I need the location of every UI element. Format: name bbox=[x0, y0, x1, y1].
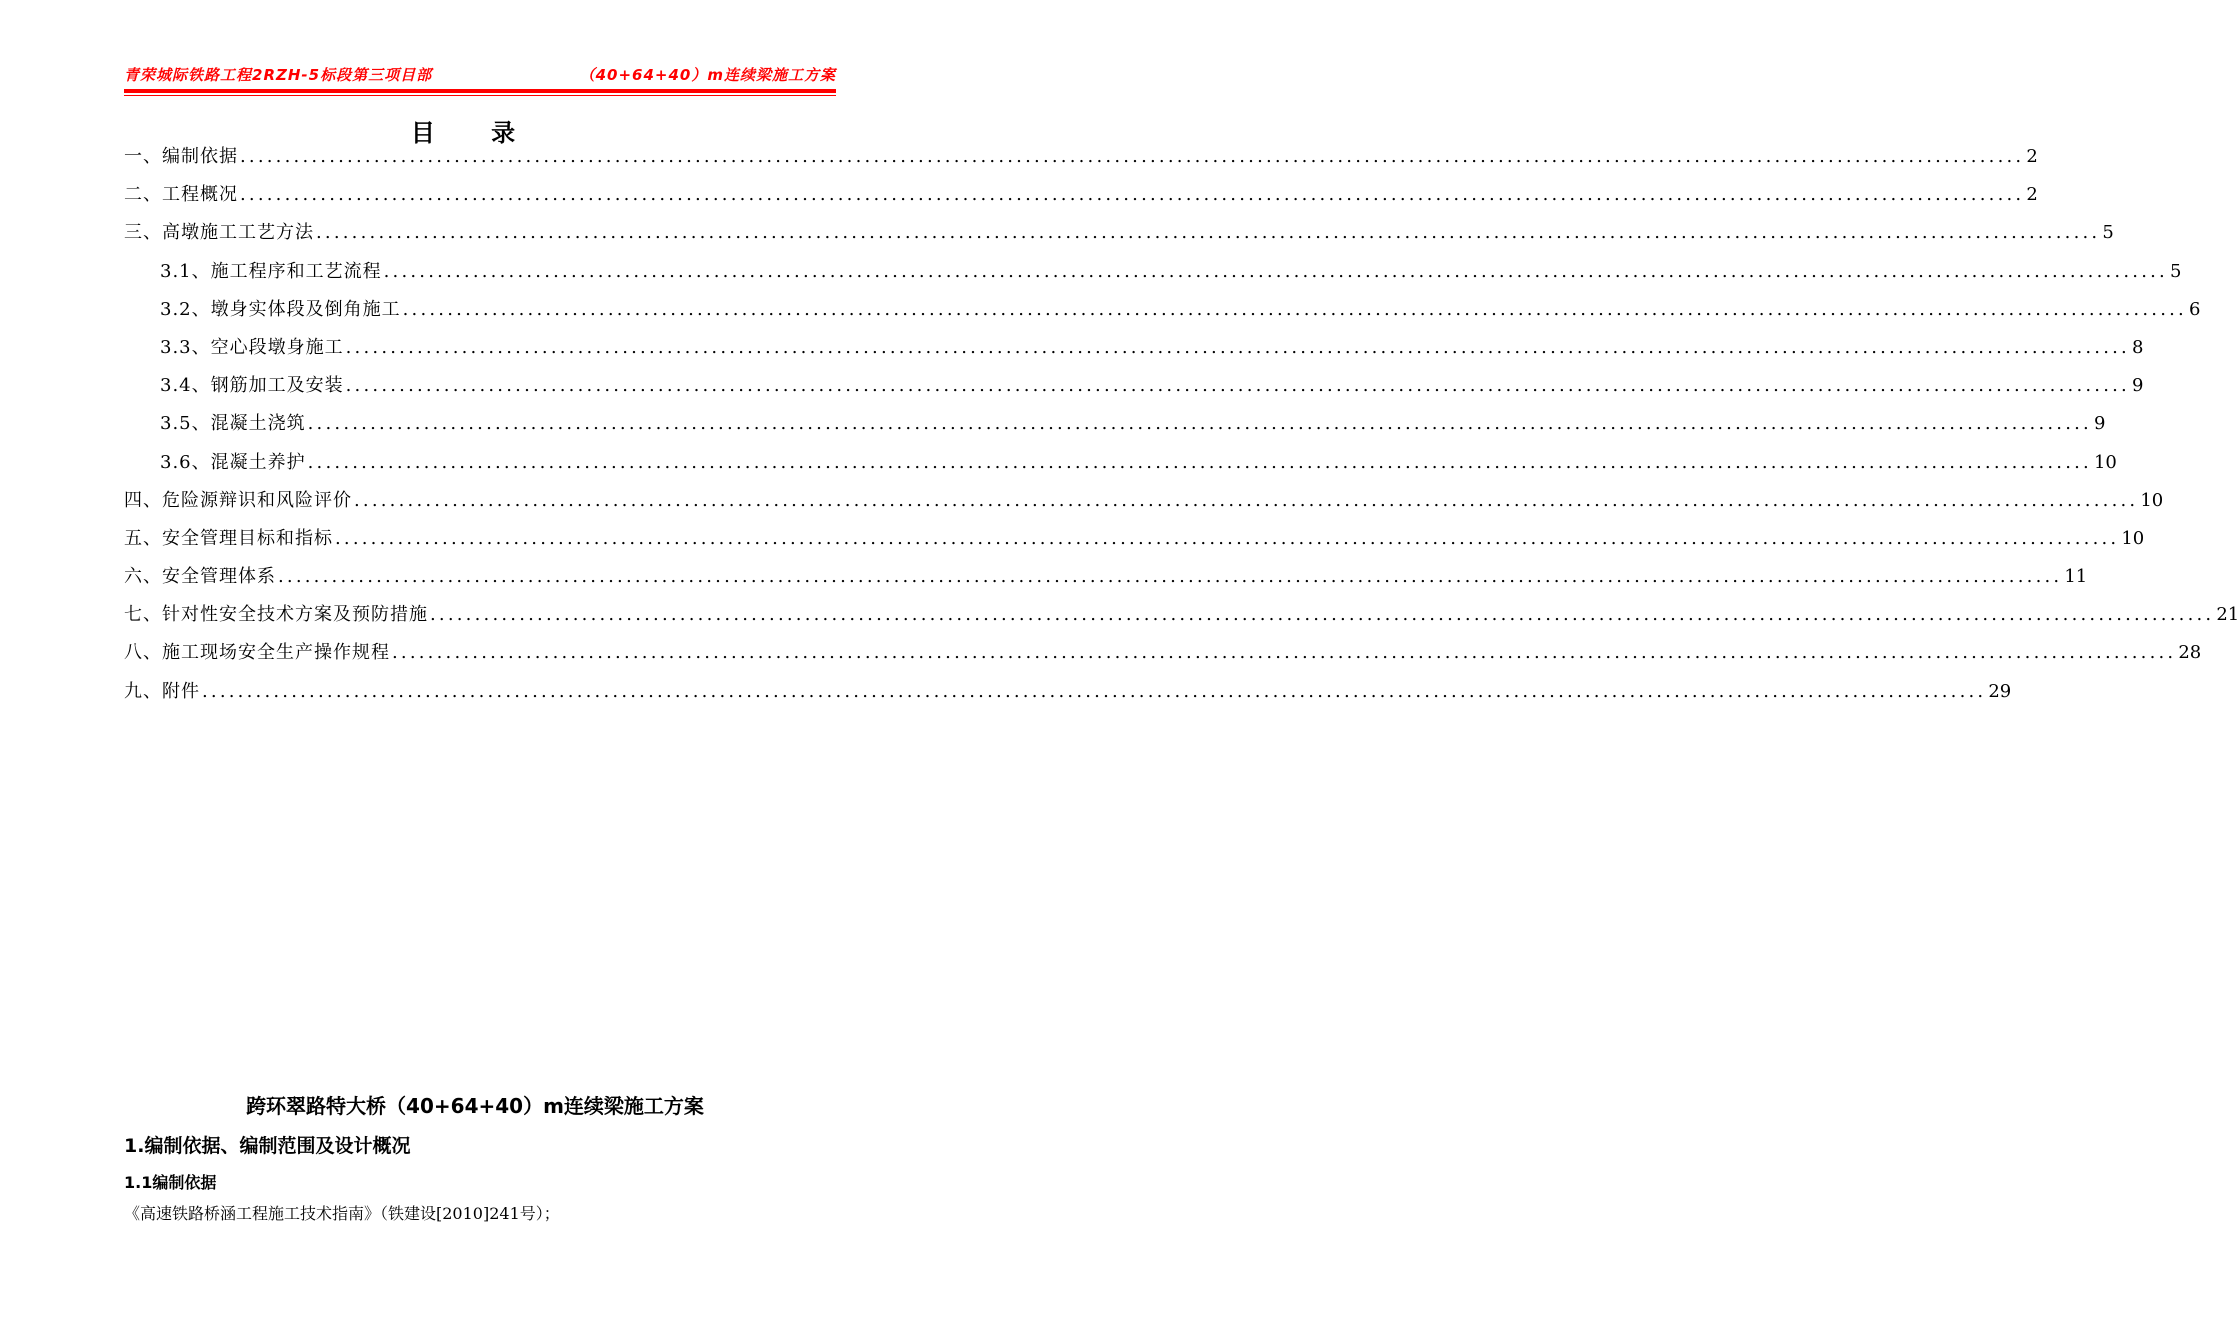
toc-entry-page: 10 bbox=[2093, 451, 2117, 473]
toc-entry-page: 10 bbox=[2121, 527, 2145, 549]
toc-entry[interactable] bbox=[124, 637, 2202, 675]
toc-leader-dots: ........................................................................................................................................................................................................ bbox=[202, 680, 1987, 702]
toc-entry-page: 9 bbox=[2131, 375, 2144, 397]
toc-entry[interactable] bbox=[124, 408, 2106, 446]
toc-entry-label: 3.6、混凝土养护 bbox=[160, 451, 306, 473]
toc-entry-label: 3.5、混凝土浇筑 bbox=[160, 413, 306, 435]
toc-entry[interactable] bbox=[124, 561, 2088, 599]
toc-entry[interactable] bbox=[124, 370, 2144, 408]
toc-leader-dots: ........................................................................................................................................................................................................ bbox=[278, 566, 2063, 588]
toc-entry-page: 6 bbox=[2188, 298, 2201, 320]
toc-leader-dots: ........................................................................................................................................................................................................ bbox=[240, 184, 2025, 206]
header-document-name: （40+64+40）m连续梁施工方案 bbox=[579, 66, 836, 84]
toc-entry-page: 8 bbox=[2131, 336, 2144, 358]
toc-leader-dots: ........................................................................................................................................................................................................ bbox=[307, 451, 2092, 473]
header-project-name: 青荣城际铁路工程2RZH-5标段第三项目部 bbox=[124, 66, 433, 84]
toc-entry-page: 2 bbox=[2026, 146, 2038, 167]
toc-entry-page: 5 bbox=[2169, 260, 2182, 282]
toc-title: 目 录 bbox=[410, 119, 540, 147]
toc-entry-label: 七、针对性安全技术方案及预防措施 bbox=[124, 604, 428, 626]
toc-leader-dots: ........................................................................................................................................................................................................ bbox=[307, 413, 2092, 435]
toc-leader-dots: ........................................................................................................................................................................................................ bbox=[240, 146, 2025, 167]
toc-entry-label: 3.1、施工程序和工艺流程 bbox=[160, 260, 382, 282]
toc-entry-label: 四、危险源辩识和风险评价 bbox=[124, 489, 352, 511]
toc-leader-dots: ........................................................................................................................................................................................................ bbox=[402, 298, 2187, 320]
toc-leader-dots: ........................................................................................................................................................................................................ bbox=[335, 527, 2120, 549]
toc-entry-page: 21 bbox=[2216, 604, 2239, 626]
toc-entry[interactable] bbox=[124, 485, 2164, 523]
toc-entry[interactable] bbox=[124, 332, 2144, 370]
toc-entry[interactable] bbox=[124, 294, 2201, 332]
toc-entry-page: 9 bbox=[2093, 413, 2106, 435]
toc-entry-label: 二、工程概况 bbox=[124, 184, 238, 206]
table-of-contents bbox=[124, 141, 2239, 714]
toc-leader-dots: ........................................................................................................................................................................................................ bbox=[392, 642, 2177, 664]
toc-entry[interactable] bbox=[124, 141, 2038, 179]
toc-entry-label: 三、高墩施工工艺方法 bbox=[124, 222, 314, 244]
toc-entry-label: 一、编制依据 bbox=[124, 146, 238, 167]
toc-entry[interactable] bbox=[124, 523, 2145, 561]
document-title: 跨环翠路特大桥（40+64+40）m连续梁施工方案 bbox=[246, 1094, 704, 1118]
toc-entry-label: 九、附件 bbox=[124, 680, 200, 702]
toc-entry-label: 3.3、空心段墩身施工 bbox=[160, 336, 344, 358]
toc-leader-dots: ........................................................................................................................................................................................................ bbox=[430, 604, 2215, 626]
toc-entry-page: 10 bbox=[2140, 489, 2164, 511]
toc-entry-label: 六、安全管理体系 bbox=[124, 566, 276, 588]
toc-entry-page: 2 bbox=[2026, 184, 2038, 206]
toc-leader-dots: ........................................................................................................................................................................................................ bbox=[354, 489, 2139, 511]
toc-entry[interactable] bbox=[124, 676, 2012, 714]
toc-entry-label: 3.4、钢筋加工及安装 bbox=[160, 375, 344, 397]
toc-entry[interactable] bbox=[124, 179, 2038, 217]
page-header bbox=[124, 64, 836, 88]
toc-entry[interactable] bbox=[124, 256, 2182, 294]
toc-entry-label: 3.2、墩身实体段及倒角施工 bbox=[160, 298, 401, 320]
toc-entry-page: 28 bbox=[2178, 642, 2202, 664]
toc-entry[interactable] bbox=[124, 217, 2114, 255]
toc-entry-label: 五、安全管理目标和指标 bbox=[124, 527, 333, 549]
section-heading-1-1: 1.1编制依据 bbox=[124, 1173, 217, 1192]
toc-entry-page: 29 bbox=[1988, 680, 2012, 702]
toc-leader-dots: ........................................................................................................................................................................................................ bbox=[383, 260, 2168, 282]
header-rule-thick bbox=[124, 89, 836, 93]
section-heading-1: 1.编制依据、编制范围及设计概况 bbox=[124, 1135, 411, 1157]
toc-leader-dots: ........................................................................................................................................................................................................ bbox=[316, 222, 2101, 244]
toc-entry[interactable] bbox=[124, 447, 2117, 485]
toc-entry-page: 11 bbox=[2064, 566, 2088, 588]
toc-leader-dots: ........................................................................................................................................................................................................ bbox=[345, 375, 2130, 397]
toc-entry-page: 5 bbox=[2102, 222, 2114, 244]
toc-entry[interactable] bbox=[124, 599, 2239, 637]
toc-entry-label: 八、施工现场安全生产操作规程 bbox=[124, 642, 390, 664]
header-rule-thin bbox=[124, 95, 836, 96]
toc-leader-dots: ........................................................................................................................................................................................................ bbox=[345, 336, 2130, 358]
body-paragraph: 《高速铁路桥涵工程施工技术指南》（铁建设[2010]241号）； bbox=[124, 1204, 560, 1223]
